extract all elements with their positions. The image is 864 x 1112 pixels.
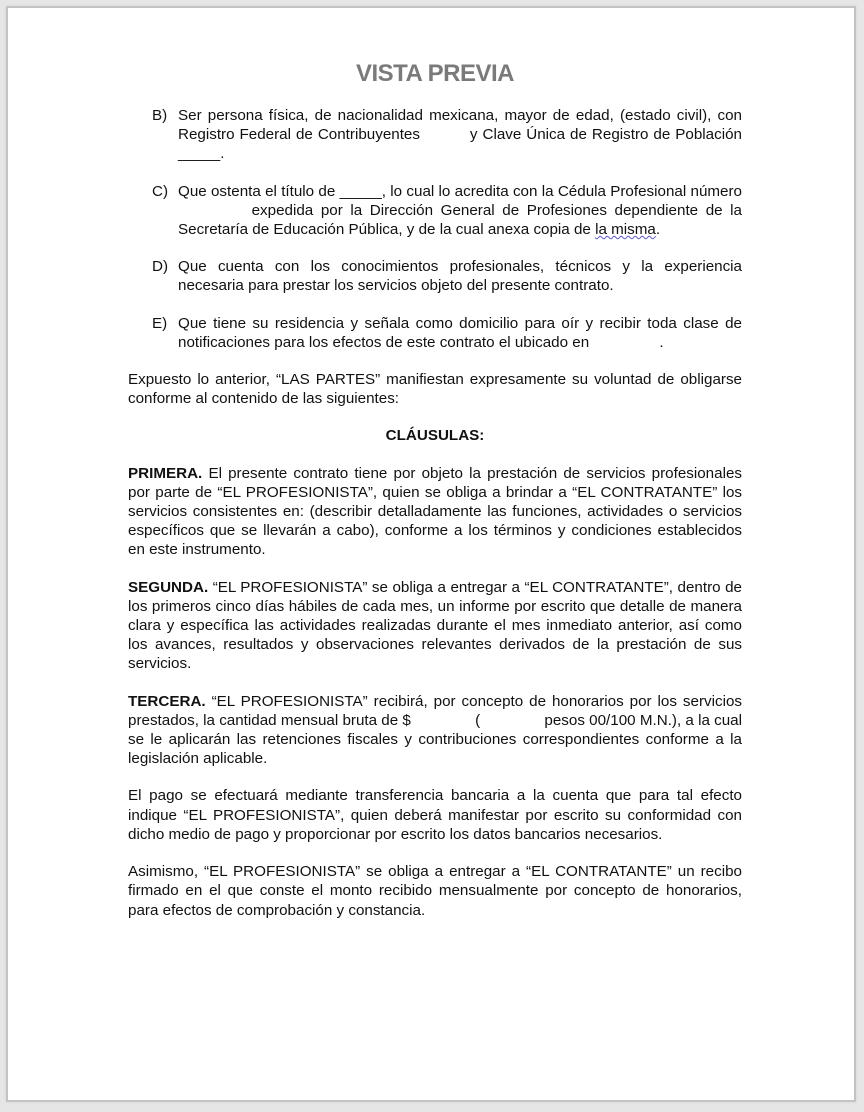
clause-text: “EL PROFESIONISTA” se obliga a entregar a “EL CONTRATANTE”, dentro de los primeros cinco días hábiles de cada mes, un informe por escrito que detalle de manera clara y específica las actividades realizadas durante el mes inmediato anterior, así como los avances, resultados y observaciones relevantes derivados de la prestación de sus servicios. xyxy=(128,578,742,673)
pago-paragraph: El pago se efectuará mediante transferencia bancaria a la cuenta que para tal efecto indique “EL PROFESIONISTA”, quien deberá manifestar por escrito su conformidad con dicho medio de pago y proporcionar por escrito los datos bancarios necesarios. xyxy=(128,787,742,843)
expuesto-paragraph: Expuesto lo anterior, “LAS PARTES” manifiestan expresamente su voluntad de obligarse conforme al contenido de las siguientes: xyxy=(128,371,742,408)
declaration-item-c xyxy=(152,182,742,240)
item-text-part: expedida por la Dirección General de Profesiones dependiente de la Secretaría de Educación Pública, y de la cual anexa copia de xyxy=(178,201,742,239)
clause-label: SEGUNDA. xyxy=(128,578,209,596)
item-letter: D) xyxy=(152,258,169,276)
clause-label: TERCERA. xyxy=(128,692,206,710)
item-text xyxy=(178,314,742,352)
asimismo-paragraph: Asimismo, “EL PROFESIONISTA” se obliga a entregar a “EL CONTRATANTE” un recibo firmado en el que conste el monto recibido mensualmente por concepto de honorarios, para efectos de comprobación y constancia. xyxy=(128,863,742,919)
item-text-part: Que tiene su residencia y señala como domicilio para oír y recibir toda clase de notificaciones para los efectos de este contrato el ubicado en xyxy=(178,314,742,351)
item-text-part: Que ostenta el título de _____, lo cual lo acredita con la Cédula Profesional número xyxy=(178,182,742,200)
declaration-item-d xyxy=(152,257,742,295)
item-letter: E) xyxy=(152,314,168,332)
document-page xyxy=(6,6,856,1102)
item-text-part: . xyxy=(655,221,661,239)
clause-text: ( xyxy=(475,711,481,729)
clausulas-heading: CLÁUSULAS: xyxy=(385,427,485,445)
preview-watermark-title: VISTA PREVIA xyxy=(355,60,515,87)
item-text: Que cuenta con los conocimientos profesionales, técnicos y la experiencia necesaria para prestar los servicios objeto del presente contrato. xyxy=(178,258,742,295)
item-letter: C) xyxy=(152,182,169,200)
item-text xyxy=(178,182,742,240)
clause-text: “EL PROFESIONISTA” recibirá, por concepto de honorarios por los servicios prestados, la cantidad mensual bruta de $ xyxy=(128,692,742,729)
clause-segunda xyxy=(128,578,742,674)
item-letter: B) xyxy=(152,107,168,124)
item-text-part: . xyxy=(659,333,664,351)
declaration-item-e xyxy=(152,314,742,352)
item-text-part: Ser persona física, de nacionalidad mexicana, mayor de edad, (estado civil), con Registro Federal de Contribuyentes xyxy=(178,107,742,144)
item-text-part: y Clave Única de Registro de Población _____. xyxy=(178,126,742,163)
clause-text: pesos 00/100 M.N.), a la cual se le aplicarán las retenciones fiscales y contribuciones correspondientes conforme a la legislación aplicable. xyxy=(128,711,742,768)
declaration-item-b xyxy=(152,106,742,164)
spellcheck-marked-text: la misma xyxy=(595,221,656,239)
clause-tercera xyxy=(128,692,742,769)
document-content xyxy=(128,60,742,938)
clause-primera xyxy=(128,464,742,560)
clause-text: El presente contrato tiene por objeto la prestación de servicios profesionales por parte de “EL PROFESIONISTA”, quien se obliga a brindar a “EL CONTRATANTE” los servicios consistentes en: (describir detalladamente las funciones, actividades o servicios específicos que se llevarán a cabo), conforme a los términos y condiciones establecidos en este instrumento. xyxy=(128,464,742,559)
clause-label: PRIMERA. xyxy=(128,464,203,482)
item-text xyxy=(178,106,742,164)
